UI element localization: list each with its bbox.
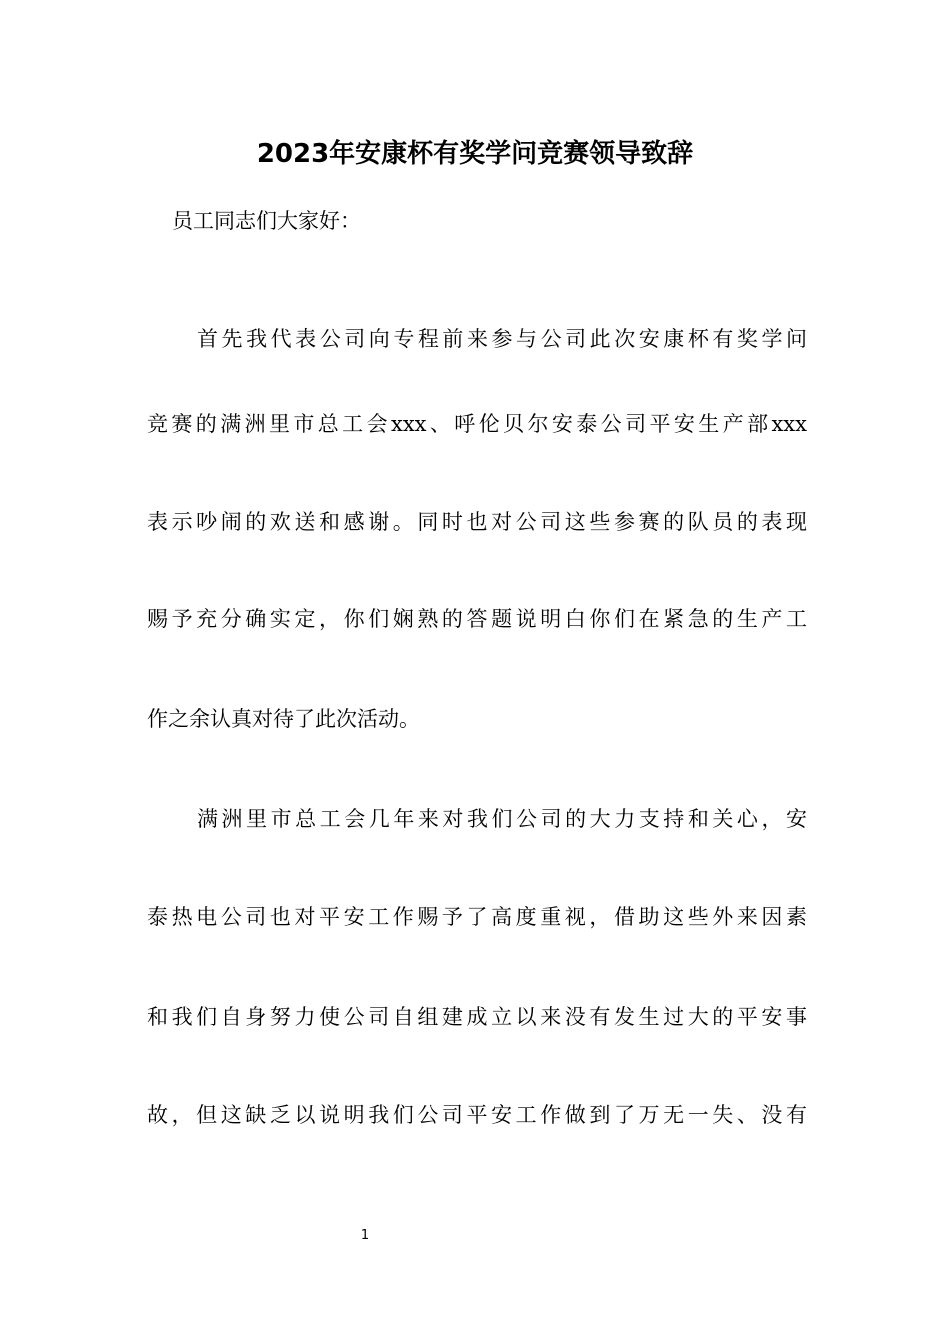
- greeting-line: 员工同志们大家好：: [172, 209, 361, 233]
- paragraph-1-line-1: 首先我代表公司向专程前来参与公司此次安康杯有奖学问: [197, 327, 807, 351]
- paragraph-1-line-2: 竞赛的满洲里市总工会xxx、呼伦贝尔安泰公司平安生产部xxx: [147, 412, 807, 436]
- paragraph-2-line-3: 和我们自身努力使公司自组建成立以来没有发生过大的平安事: [147, 1005, 807, 1029]
- page-number: 1: [360, 1228, 370, 1243]
- document-title: 2023年安康杯有奖学问竞赛领导致辞: [256, 139, 694, 169]
- paragraph-1-line-3: 表示吵闹的欢送和感谢。同时也对公司这些参赛的队员的表现: [147, 510, 807, 534]
- paragraph-2-line-4: 故，但这缺乏以说明我们公司平安工作做到了万无一失、没有: [147, 1103, 807, 1127]
- paragraph-1-line-5: 作之余认真对待了此次活动。: [147, 707, 420, 731]
- paragraph-1-line-4: 赐予充分确实定，你们娴熟的答题说明白你们在紧急的生产工: [147, 607, 807, 631]
- paragraph-2-line-2: 泰热电公司也对平安工作赐予了高度重视，借助这些外来因素: [147, 905, 807, 929]
- paragraph-2-line-1: 满洲里市总工会几年来对我们公司的大力支持和关心，安: [197, 807, 807, 831]
